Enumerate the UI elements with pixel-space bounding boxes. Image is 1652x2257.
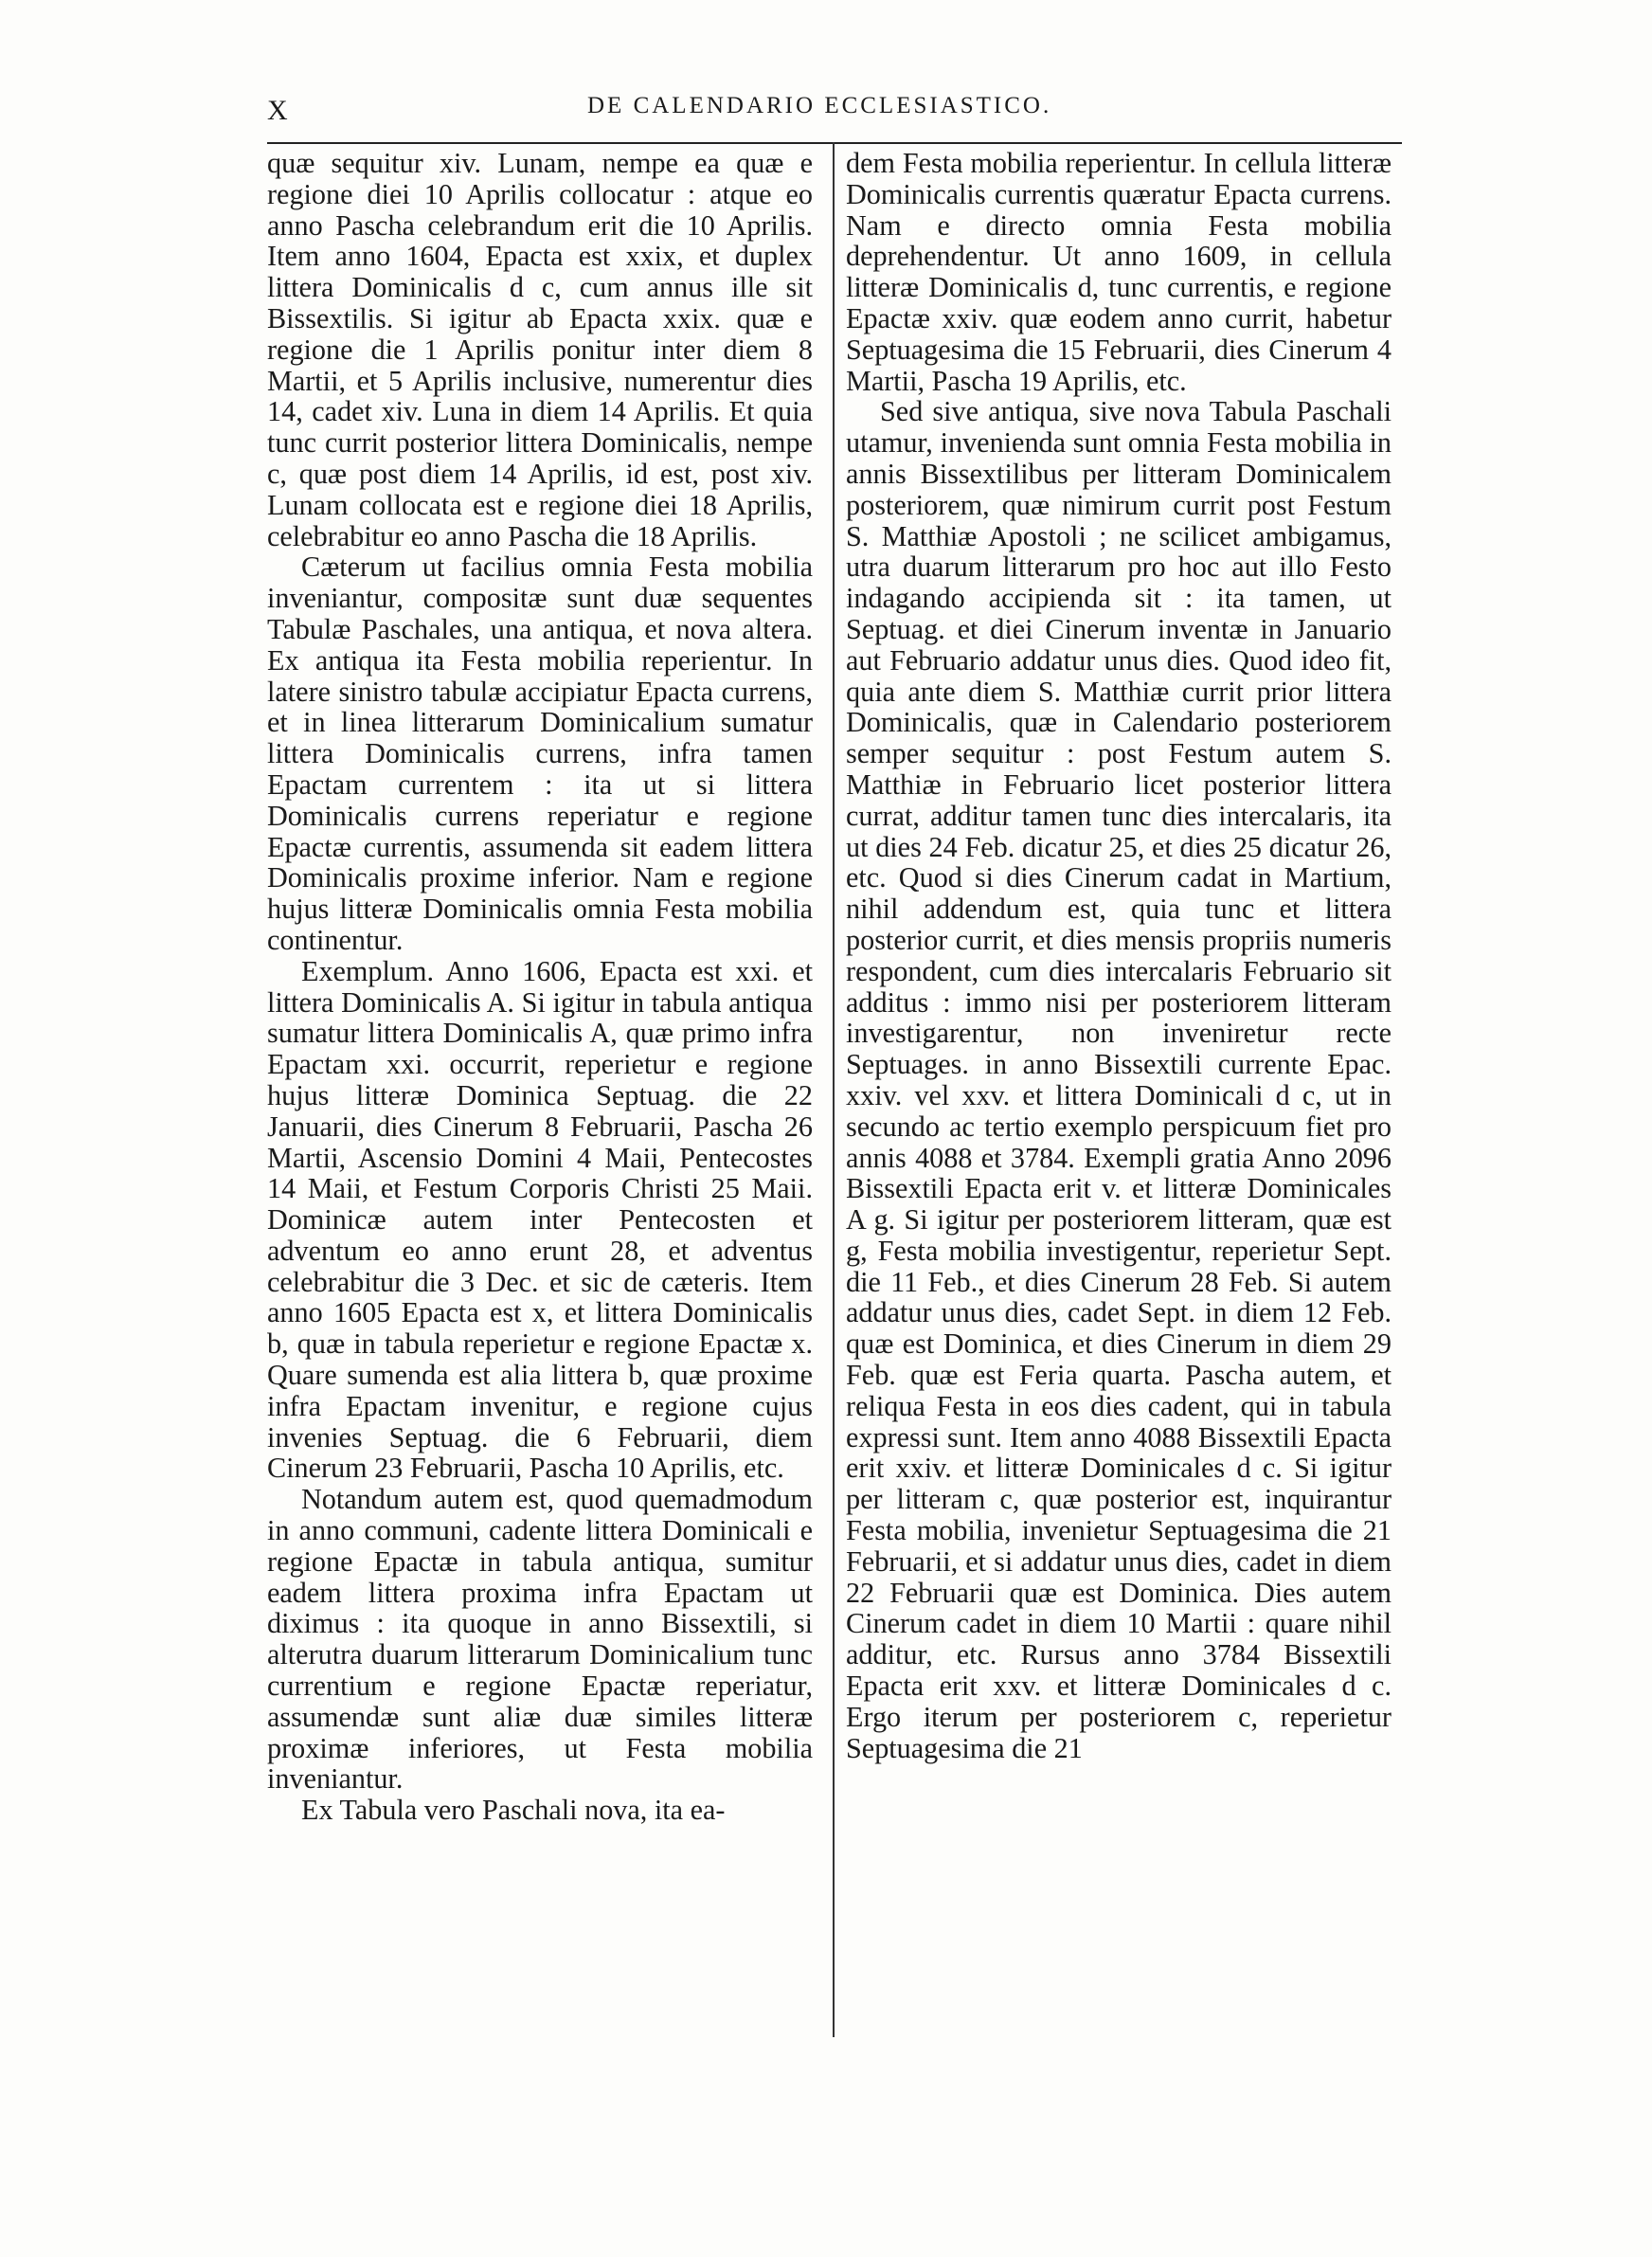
paragraph: Notandum autem est, quod quemadmodum in anno communi, cadente littera Dominicali e regione Epactæ in tabula antiqua, sumitur eadem littera proxima infra Epactam ut diximus : ita quoque in anno Bissextili, si alterutra duarum litterarum Dominicalium tunc currentium e regione Epactæ reperiatur, assumendæ sunt aliæ duæ similes litteræ proximæ inferiores, ut Festa mobilia inveniantur. (267, 1483, 813, 1796)
paragraph: dem Festa mobilia reperientur. In cellula litteræ Dominicalis currentis quæratur Epacta currens. Nam e directo omnia Festa mobilia deprehendentur. Ut anno 1609, in cellula litteræ Dominicalis d, tunc currentis, e regione Epactæ xxiv. quæ eodem anno currit, habetur Septuagesima die 15 Februarii, dies Cinerum 4 Martii, Pascha 19 Aprilis, etc. (846, 147, 1392, 397)
column-divider (833, 142, 835, 2037)
paragraph: Cæterum ut facilius omnia Festa mobilia inveniantur, compositæ sunt duæ sequentes Tabulæ Paschales, una antiqua, et nova altera. Ex antiqua ita Festa mobilia reperientur. In latere sinistro tabulæ accipiatur Epacta currens, et in linea litterarum Dominicalium sumatur littera Dominicalis currens, infra tamen Epactam currentem : ita ut si littera Dominicalis currens reperiatur e regione Epactæ currentis, assumenda sit eadem littera Dominicalis proxime inferior. Nam e regione hujus litteræ Dominicalis omnia Festa mobilia continentur. (267, 551, 813, 956)
paragraph: Ex Tabula vero Paschali nova, ita ea- (301, 1794, 726, 1827)
header-rule (267, 142, 1402, 144)
paragraph: Sed sive antiqua, sive nova Tabula Paschali utamur, invenienda sunt omnia Festa mobilia in annis Bissextilibus per litteram Dominicalem posteriorem, quæ nimirum currit post Festum S. Matthiæ Apostoli ; ne scilicet ambigamus, utra duarum litterarum pro hoc aut illo Festo indagando accipienda sit : ita tamen, ut Septuag. et diei Cinerum inventæ in Januario aut Februario addatur unus dies. Quod ideo fit, quia ante diem S. Matthiæ currit prior littera Dominicalis, quæ in Calendario posteriorem semper sequitur : post Festum autem S. Matthiæ in Februario licet posterior littera currat, additur tamen tunc dies intercalaris, ita ut dies 24 Feb. dicatur 25, et dies 25 dicatur 26, etc. Quod si dies Cinerum cadat in Martium, nihil addendum est, quia tunc et littera posterior currit, et dies mensis propriis numeris respondent, cum dies intercalaris Februario sit additus : immo nisi per posteriorem litteram investigarentur, non inveniretur recte Septuages. in anno Bissextili currente Epac. xxiv. vel xxv. et littera Dominicali d c, ut in secundo ac tertio exemplo perspicuum fiet pro annis 4088 et 3784. Exempli gratia Anno 2096 Bissextili Epacta erit v. et litteræ Dominicales A g. Si igitur per posteriorem litteram, quæ est g, Festa mobilia investigentur, reperietur Sept. die 11 Feb., et dies Cinerum 28 Feb. Si autem addatur unus dies, cadet Sept. in diem 12 Feb. quæ est Dominica, et dies Cinerum in diem 29 Feb. quæ est Feria quarta. Pascha autem, et reliqua Festa in eos dies cadent, qui in tabula expressi sunt. Item anno 4088 Bissextili Epacta erit xxiv. et litteræ Dominicales d c. Si igitur per litteram c, quæ posterior est, inquirantur Festa mobilia, invenietur Septuagesima die 21 Februarii, et si addatur unus dies, cadet in diem 22 Februarii quæ est Dominica. Dies autem Cinerum cadet in diem 10 Martii : quare nihil additur, etc. Rursus anno 3784 Bissextili Epacta erit xxv. et litteræ Dominicales d c. Ergo iterum per posteriorem c, reperietur Septuagesima die 21 (846, 395, 1392, 1764)
right-column (846, 148, 1392, 1763)
page-number: X (267, 95, 289, 126)
paragraph: quæ sequitur xiv. Lunam, nempe ea quæ e regione diei 10 Aprilis collocatur : atque eo anno Pascha celebrandum erit die 10 Aprilis. Item anno 1604, Epacta est xxix, et duplex littera Dominicalis d c, cum annus ille sit Bissextilis. Si igitur ab Epacta xxix. quæ e regione die 1 Aprilis ponitur inter diem 8 Martii, et 5 Aprilis inclusive, numerentur dies 14, cadet xiv. Luna in diem 14 Aprilis. Et quia tunc currit posterior littera Dominicalis, nempe c, quæ post diem 14 Aprilis, id est, post xiv. Lunam collocata est e regione diei 18 Aprilis, celebrabitur eo anno Pascha die 18 Aprilis. (267, 147, 813, 552)
paragraph: Exemplum. Anno 1606, Epacta est xxi. et littera Dominicalis A. Si igitur in tabula antiqua sumatur littera Dominicalis A, quæ primo infra Epactam xxi. occurrit, reperietur e regione hujus litteræ Dominica Septuag. die 22 Januarii, dies Cinerum 8 Februarii, Pascha 26 Martii, Ascensio Domini 4 Maii, Pentecostes 14 Maii, et Festum Corporis Christi 25 Maii. Dominicæ autem inter Pentecosten et adventum eo anno erunt 28, et adventus celebrabitur die 3 Dec. et sic de cæteris. Item anno 1605 Epacta est x, et littera Dominicalis b, quæ in tabula reperietur e regione Epactæ x. Quare sumenda est alia littera b, quæ proxime infra Epactam invenitur, e regione cujus invenies Septuag. die 6 Februarii, diem Cinerum 23 Februarii, Pascha 10 Aprilis, etc. (267, 954, 813, 1485)
running-head: DE CALENDARIO ECCLESIASTICO. (587, 93, 1052, 118)
left-column (267, 148, 813, 1826)
